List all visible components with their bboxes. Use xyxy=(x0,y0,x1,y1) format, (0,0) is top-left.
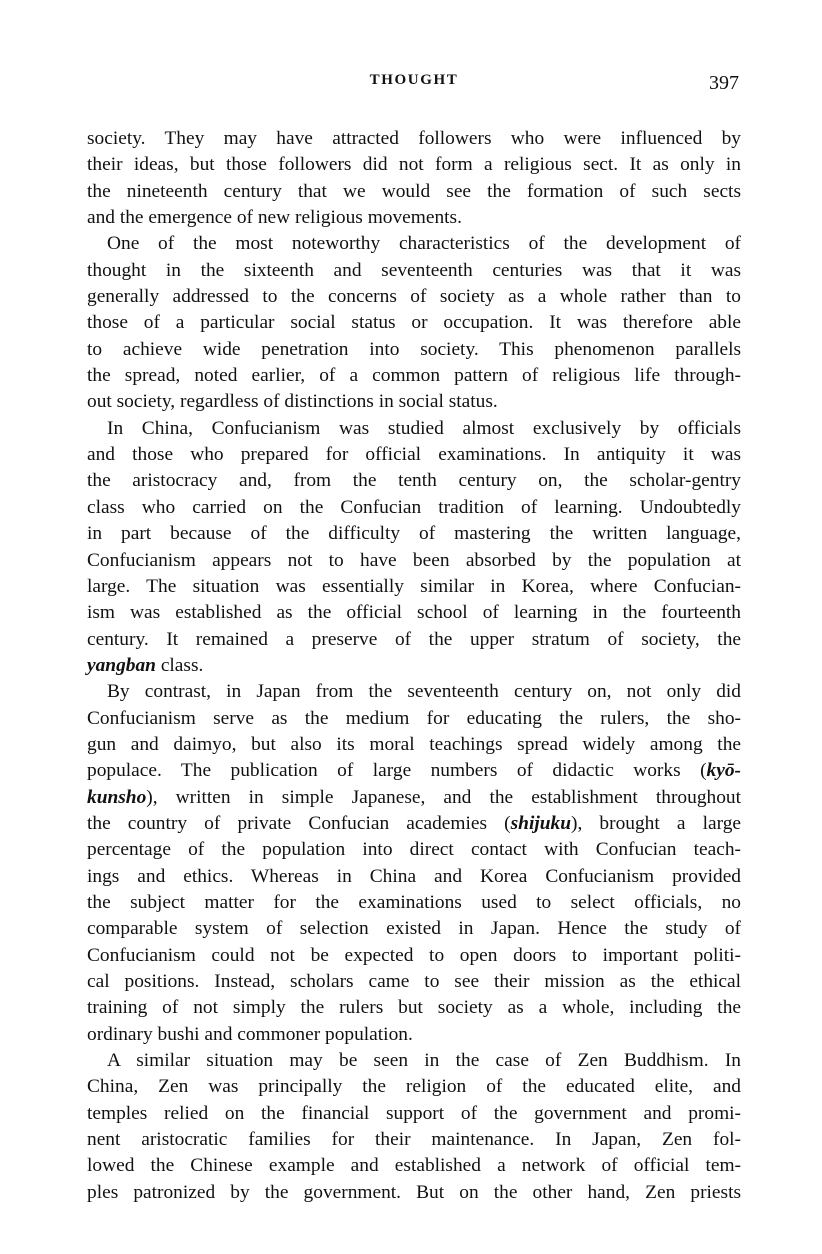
text-line: their ideas, but those followers did not form a religious sect. It as only in xyxy=(87,154,741,176)
text-line: in part because of the difficulty of mastering the written language, xyxy=(87,523,741,545)
text-line: to achieve wide penetration into society. This phenomenon parallels xyxy=(87,338,741,360)
text-line: class who carried on the Confucian tradition of learning. Undoubtedly xyxy=(87,496,741,518)
text-line: training of not simply the rulers but society as a whole, including the xyxy=(87,997,741,1019)
italic-term: kunsho xyxy=(87,786,147,808)
text-line: yangban class. xyxy=(87,654,204,676)
text-line: out society, regardless of distinctions in social status. xyxy=(87,391,498,413)
text-line: China, Zen was principally the religion of the educated elite, and xyxy=(87,1076,741,1098)
text-line: gun and daimyo, but also its moral teachings spread widely among the xyxy=(87,733,741,755)
text-line: ples patronized by the government. But on the other hand, Zen priests xyxy=(87,1181,741,1203)
text-line: kunsho), written in simple Japanese, and the establishment throughout xyxy=(87,786,741,808)
text-line: society. They may have attracted followers who were influenced by xyxy=(87,128,741,149)
text-line: lowed the Chinese example and established a network of official tem- xyxy=(87,1155,741,1177)
italic-term: yangban xyxy=(87,654,156,676)
text-line: percentage of the population into direct contact with Confucian teach- xyxy=(87,839,741,861)
text-line: By contrast, in Japan from the seventeenth century on, not only did xyxy=(107,681,741,703)
text-line: ism was established as the official school of learning in the fourteenth xyxy=(87,602,741,624)
text-line: In China, Confucianism was studied almost exclusively by officials xyxy=(107,417,741,439)
text-line: ings and ethics. Whereas in China and Korea Confucianism provided xyxy=(87,865,741,887)
text-line: the nineteenth century that we would see the formation of such sects xyxy=(87,180,741,202)
italic-term: kyō- xyxy=(706,760,741,782)
text-line: A similar situation may be seen in the case of Zen Buddhism. In xyxy=(107,1050,741,1072)
page-number: 397 xyxy=(709,72,739,94)
text-line: nent aristocratic families for their maintenance. In Japan, Zen fol- xyxy=(87,1129,741,1151)
text-line: those of a particular social status or occupation. It was therefore able xyxy=(87,312,741,334)
italic-term: shijuku xyxy=(510,812,571,834)
text-line: the aristocracy and, from the tenth century on, the scholar-gentry xyxy=(87,470,741,492)
text-line: the country of private Confucian academies (shijuku), brought a large xyxy=(87,812,742,834)
text-line: Confucianism appears not to have been absorbed by the population at xyxy=(87,549,741,571)
book-page xyxy=(87,72,741,1206)
body-text xyxy=(87,126,741,1206)
text-line: thought in the sixteenth and seventeenth centuries was that it was xyxy=(87,259,741,281)
text-line: One of the most noteworthy characteristics of the development of xyxy=(107,233,741,255)
text-line: populace. The publication of large numbers of didactic works (kyō- xyxy=(87,760,741,782)
text-line: Confucianism serve as the medium for educating the rulers, the sho- xyxy=(87,707,741,729)
text-line: cal positions. Instead, scholars came to see their mission as the ethical xyxy=(87,971,741,992)
text-line: comparable system of selection existed in Japan. Hence the study of xyxy=(87,918,741,940)
text-line: the spread, noted earlier, of a common pattern of religious life through- xyxy=(87,365,741,387)
running-head xyxy=(87,72,741,104)
text-line: and those who prepared for official examinations. In antiquity it was xyxy=(87,444,741,466)
text-line: ordinary bushi and commoner population. xyxy=(87,1023,413,1045)
text-line: Confucianism could not be expected to open doors to important politi- xyxy=(87,944,741,966)
text-line: generally addressed to the concerns of society as a whole rather than to xyxy=(87,286,741,308)
text-line: and the emergence of new religious movements. xyxy=(87,207,462,229)
text-line: temples relied on the financial support of the government and promi- xyxy=(87,1102,741,1124)
text-line: large. The situation was essentially similar in Korea, where Confucian- xyxy=(87,575,741,597)
text-line: the subject matter for the examinations used to select officials, no xyxy=(87,891,741,913)
running-title: THOUGHT xyxy=(369,72,459,88)
text-line: century. It remained a preserve of the upper stratum of society, the xyxy=(87,628,741,650)
